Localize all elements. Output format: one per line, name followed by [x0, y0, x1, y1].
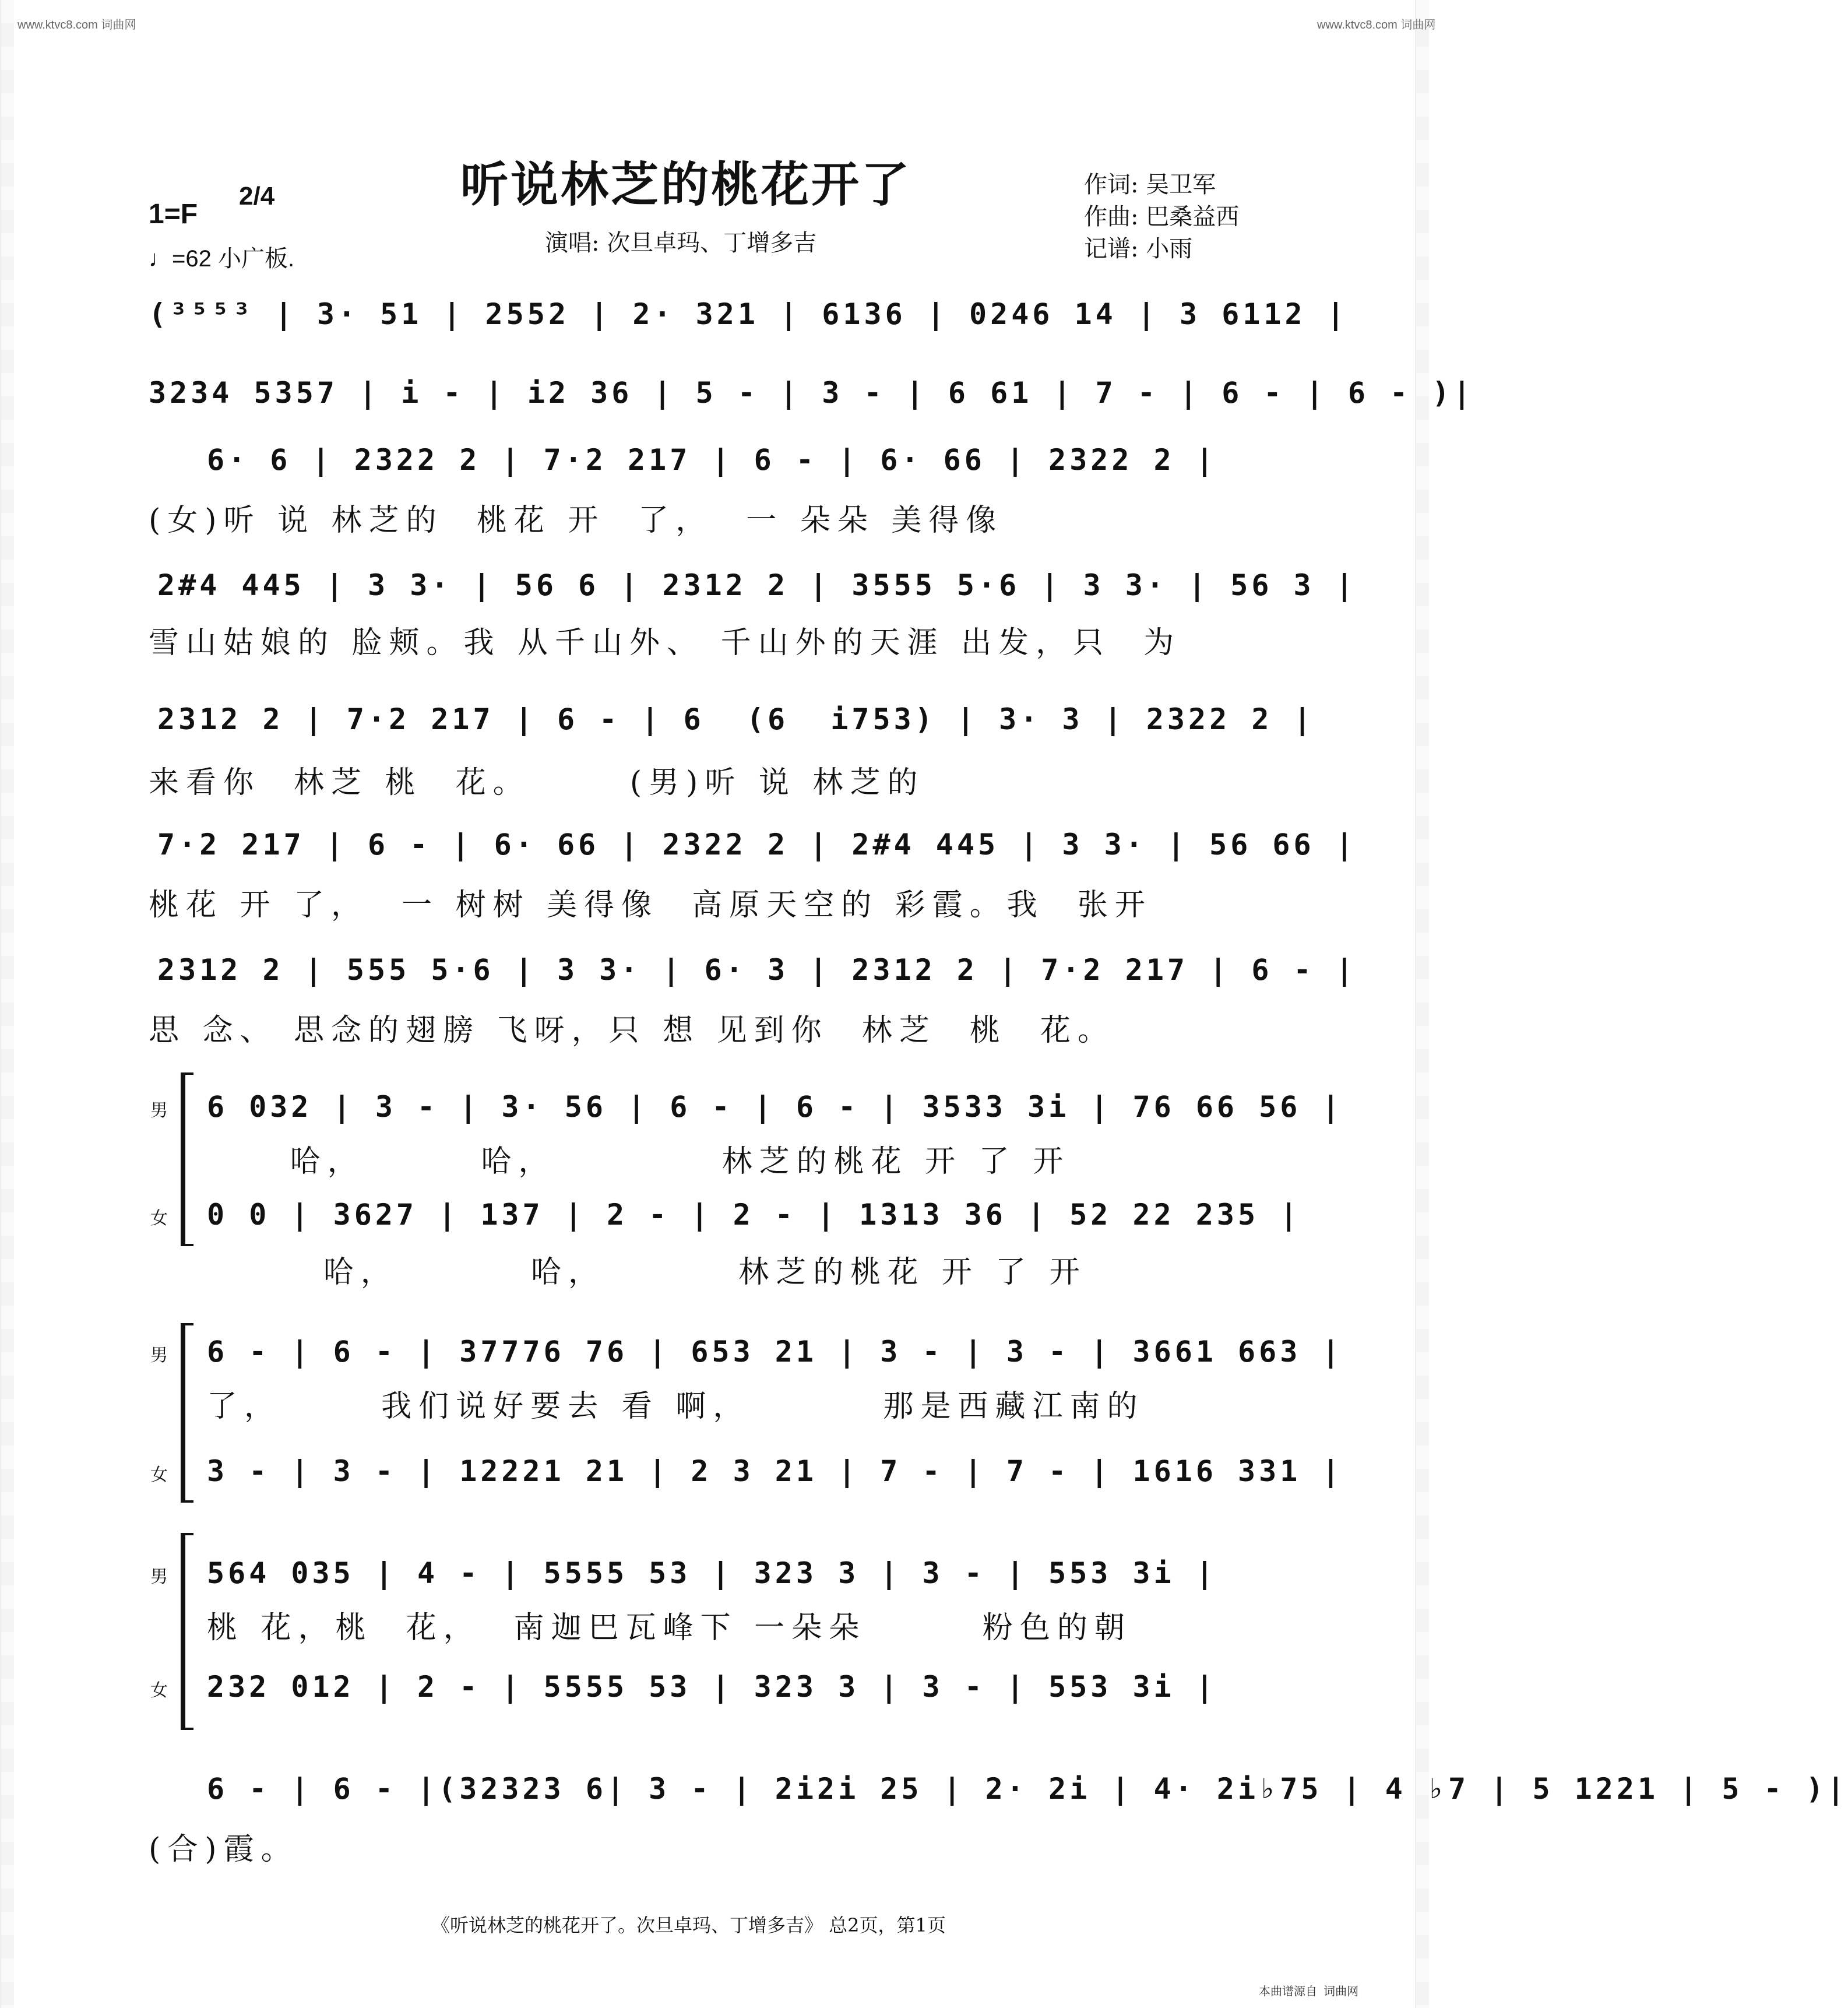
notation-row-1: (³⁵⁵³ | 3· 51 | 2552 | 2· 321 | 6136 | 0246 14 | 3 6112 | [149, 297, 1348, 331]
female-lyrics-1: 哈， 哈， 林芝的桃花 开 了 开 [207, 1255, 1087, 1290]
source-note: 本曲谱源自 词曲网 [1259, 1985, 1359, 1998]
lyrics-row-6: 桃花 开 了， 一 树树 美得像 高原天空的 彩霞。我 张开 [149, 888, 1152, 923]
system-brace-3 [181, 1533, 193, 1730]
tempo-marking: ♩=62 小广板. [149, 246, 295, 272]
male-notation-1: 6 032 | 3 - | 3· 56 | 6 - | 6 - | 3533 3i | 76 66 56 | [207, 1090, 1343, 1124]
lyrics-row-4: 雪山姑娘的 脸颊。我 从千山外、 千山外的天涯 出发，只 为 [149, 625, 1181, 660]
female-label-2: 女 [150, 1465, 168, 1485]
page-title: 听说林芝的桃花开了 [460, 157, 912, 213]
header-right-url: www.ktvc8.com 词曲网 [1317, 19, 1436, 31]
lyrics-row-3: (女)听 说 林芝的 桃花 开 了， 一 朵朵 美得像 [149, 503, 1004, 538]
lyricist-credit: 作词: 吴卫军 [1084, 171, 1216, 198]
time-signature: 2/4 [239, 182, 275, 210]
right-margin-strip [1415, 0, 1429, 2008]
male-notation-2: 6 - | 6 - | 37776 76 | 653 21 | 3 - | 3 - | 3661 663 | [207, 1335, 1343, 1369]
lyrics-row-5: 来看你 林芝 桃 花。 (男)听 说 林芝的 [149, 765, 925, 800]
key-signature: 1=F [149, 199, 198, 230]
notation-row-3: 6· 6 | 2322 2 | 7·2 217 | 6 - | 6· 66 | 2322 2 | [207, 443, 1217, 477]
notation-row-4: 2#4 445 | 3 3· | 56 6 | 2312 2 | 3555 5·6 | 3 3· | 56 3 | [157, 568, 1357, 602]
system-brace-1 [181, 1072, 193, 1246]
notation-row-5: 2312 2 | 7·2 217 | 6 - | 6 (6 i753) | 3· 3 | 2322 2 | [157, 702, 1315, 736]
header-left-url: www.ktvc8.com 词曲网 [17, 19, 136, 31]
female-notation-3: 232 012 | 2 - | 5555 53 | 323 3 | 3 - | 553 3i | [207, 1670, 1217, 1704]
page-footer: 《听说林芝的桃花开了。次旦卓玛、丁增多吉》 总2页，第1页 [431, 1914, 946, 1936]
left-margin-strip [0, 0, 14, 2008]
female-notation-2: 3 - | 3 - | 12221 21 | 2 3 21 | 7 - | 7 - | 1616 331 | [207, 1454, 1343, 1488]
male-lyrics-2: 了， 我们说好要去 看 啊， 那是西藏江南的 [207, 1389, 1145, 1424]
male-lyrics-3: 桃 花，桃 花， 南迦巴瓦峰下 一朵朵 粉色的朝 [207, 1610, 1132, 1645]
system-brace-2 [181, 1323, 193, 1503]
lyrics-row-7: 思 念、 思念的翅膀 飞呀，只 想 见到你 林芝 桃 花。 [149, 1013, 1115, 1048]
female-notation-1: 0 0 | 3627 | 137 | 2 - | 2 - | 1313 36 | 52 22 235 | [207, 1198, 1301, 1232]
female-label-3: 女 [150, 1680, 168, 1701]
male-label-1: 男 [150, 1100, 168, 1121]
male-lyrics-1: 哈， 哈， 林芝的桃花 开 了 开 [207, 1144, 1071, 1179]
singers-credit: 演唱: 次旦卓玛、丁增多吉 [545, 230, 817, 256]
notation-row-7: 2312 2 | 555 5·6 | 3 3· | 6· 3 | 2312 2 | 7·2 217 | 6 - | [157, 953, 1357, 987]
lyrics-row-final: (合)霞。 [149, 1832, 298, 1867]
transcriber-credit: 记谱: 小雨 [1084, 235, 1193, 262]
notation-row-2: 3234 5357 | i - | i2 36 | 5 - | 3 - | 6 61 | 7 - | 6 - | 6 - )| [149, 376, 1474, 410]
male-notation-3: 564 035 | 4 - | 5555 53 | 323 3 | 3 - | 553 3i | [207, 1556, 1217, 1590]
composer-credit: 作曲: 巴桑益西 [1084, 203, 1240, 230]
notation-row-final: 6 - | 6 - |(32323 6| 3 - | 2i2i 25 | 2· 2i | 4· 2i♭75 | 4 ♭7 | 5 1221 | 5 - )| [207, 1772, 1848, 1806]
male-label-3: 男 [150, 1567, 168, 1587]
notation-row-6: 7·2 217 | 6 - | 6· 66 | 2322 2 | 2#4 445 | 3 3· | 56 66 | [157, 828, 1357, 861]
male-label-2: 男 [150, 1345, 168, 1366]
female-label-1: 女 [150, 1208, 168, 1229]
